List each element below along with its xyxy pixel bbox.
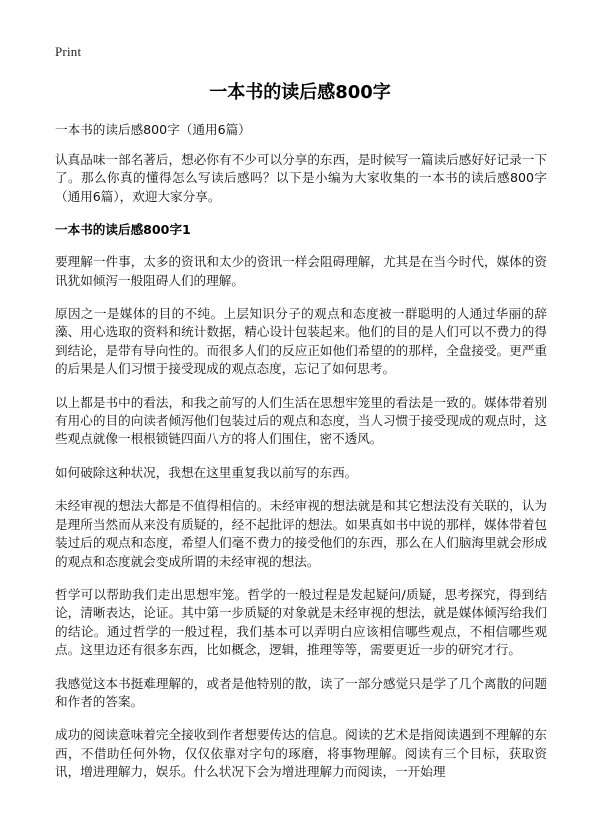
body-paragraph: 我感觉这本书挺难理解的，或者是他特别的散，读了一部分感觉只是学了几个离散的问题和作者的答案。 [55, 675, 547, 709]
article-body [55, 121, 547, 797]
body-paragraph: 以上都是书中的看法，和我之前写的人们生活在思想牢笼里的看法是一致的。媒体带着别有用心的目的向读者倾泻他们包装过后的观点和态度，当人习惯于接受现成的观点时，这些观点就像一根根锁链四面八方的将人们围住，密不透风。 [55, 394, 547, 447]
section-heading: 一本书的读后感800字1 [55, 222, 191, 238]
body-paragraph: 哲学可以帮助我们走出思想牢笼。哲学的一般过程是发起疑问/质疑，思考探究，得到结论，清晰表达，论证。其中第一步质疑的对象就是未经审视的想法，就是媒体倾泻给我们的结论。通过哲学的一般过程，我们基本可以弄明白应该相信哪些观点，不相信哪些观点。这里边还有很多东西，比如概念，逻辑，推理等等，需要更近一步的研究才行。 [55, 586, 547, 658]
body-paragraph: 成功的阅读意味着完全接收到作者想要传达的信息。阅读的艺术是指阅读遇到不理解的东西，不借助任何外物，仅仅依靠对字句的琢磨，将事物理解。阅读有三个目标，获取资讯，增进理解力，娱乐。什么状况下会为增进理解力而阅读，一开始理 [55, 727, 547, 780]
article-title: 一本书的读后感800字 [209, 82, 391, 103]
intro-paragraph: 认真品味一部名著后，想必你有不少可以分享的东西，是时候写一篇读后感好好记录一下了。那么你真的懂得怎么写读后感吗？以下是小编为大家收集的一本书的读后感800字（通用6篇），欢迎大家分享。 [55, 152, 547, 204]
body-paragraph: 未经审视的想法大都是不值得相信的。未经审视的想法就是和其它想法没有关联的，认为是理所当然而从来没有质疑的，经不起批评的想法。如果真如书中说的那样，媒体带着包装过后的观点和态度，希望人们毫不费力的接受他们的东西，那么在人们脑海里就会形成的观点和态度就会变成所谓的未经审视的想法。 [55, 498, 547, 569]
body-paragraph: 要理解一件事，太多的资讯和太少的资讯一样会阻碍理解，尤其是在当今时代，媒体的资讯犹如倾泻一般阻碍人们的理解。 [55, 254, 547, 288]
print-link[interactable]: Print [55, 44, 82, 59]
body-paragraph: 如何破除这种状况，我想在这里重复我以前写的东西。 [55, 464, 358, 480]
body-paragraph: 原因之一是媒体的目的不纯。上层知识分子的观点和态度被一群聪明的人通过华丽的辞藻、用心选取的资料和统计数据，精心设计包装起来。他们的目的是人们可以不费力的得到结论，是带有导向性的。而很多人们的反应正如他们希望的的那样，全盘接受。更严重的后果是人们习惯于接受现成的观点态度，忘记了如何思考。 [55, 306, 547, 377]
article-subtitle: 一本书的读后感800字（通用6篇） [55, 122, 251, 137]
